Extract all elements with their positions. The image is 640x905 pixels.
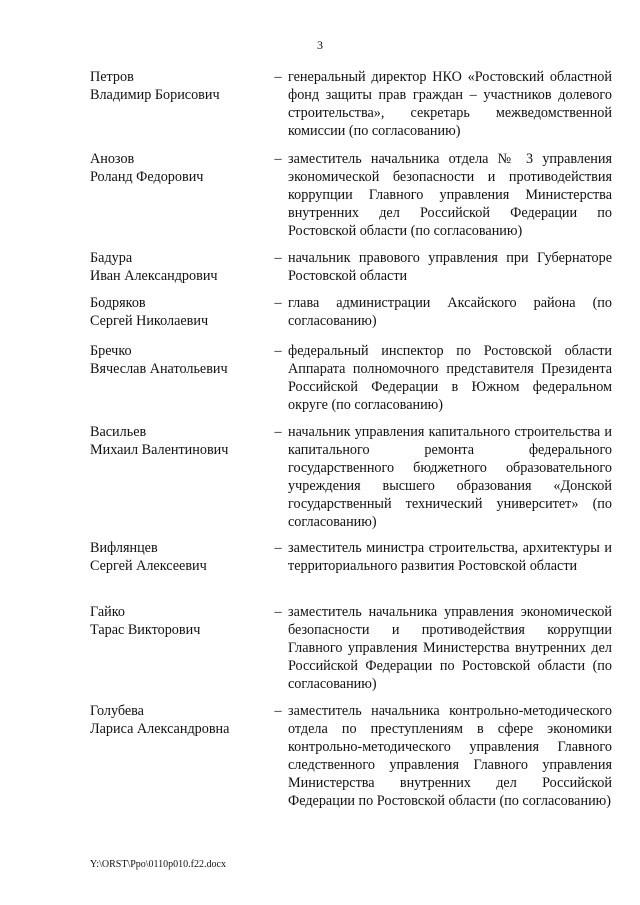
member-entry-anozov <box>90 150 612 240</box>
member-role: федеральный инспектор по Ростовской области Аппарата полномочного представителя Президента Российской Федерации в Южном федеральном округе (по согласованию) <box>288 343 612 413</box>
member-role: начальник правового управления при Губернаторе Ростовской области <box>288 250 612 284</box>
member-role: начальник управления капитального строительства и капитального ремонта федерального государственного бюджетного образовательного учреждения высшего образования «Донской государственный технический университет» (по согласованию) <box>288 424 612 530</box>
member-given-names: Сергей Алексеевич <box>90 558 207 574</box>
member-role: заместитель начальника отдела № 3 управления экономической безопасности и противодействия коррупции Главного управления Министерства внутренних дел Российской Федерации по Ростовской области (по согласованию) <box>288 151 612 239</box>
member-role: заместитель начальника управления экономической безопасности и противодействия коррупции Главного управления Министерства внутренних дел Российской Федерации по Ростовской области (по согласованию) <box>288 604 612 692</box>
member-entry-petrov <box>90 68 612 140</box>
member-given-names: Лариса Александровна <box>90 721 230 737</box>
member-name <box>90 423 270 459</box>
member-name <box>90 150 270 186</box>
member-name <box>90 342 270 378</box>
member-name <box>90 68 270 104</box>
member-surname: Голубева <box>90 703 144 719</box>
dash-separator: – <box>274 250 282 266</box>
member-surname: Бречко <box>90 343 132 359</box>
member-name <box>90 249 270 285</box>
member-entry-brechko <box>90 342 612 414</box>
member-entry-vasilyev <box>90 423 612 531</box>
member-name <box>90 539 270 575</box>
dash-separator: – <box>274 424 282 440</box>
member-surname: Бодряков <box>90 295 146 311</box>
member-surname: Вифлянцев <box>90 540 158 556</box>
member-given-names: Иван Александрович <box>90 268 218 284</box>
member-entry-bodryakov <box>90 294 612 330</box>
member-given-names: Владимир Борисович <box>90 87 220 103</box>
member-entry-viflyantsev <box>90 539 612 575</box>
member-name <box>90 294 270 330</box>
member-given-names: Михаил Валентинович <box>90 442 229 458</box>
dash-separator: – <box>274 151 282 167</box>
dash-separator: – <box>274 604 282 620</box>
member-given-names: Роланд Федорович <box>90 169 204 185</box>
member-role: генеральный директор НКО «Ростовский областной фонд защиты прав граждан – участников долевого строительства», секретарь межведомственной комиссии (по согласованию) <box>288 69 612 139</box>
member-entry-gayko <box>90 603 612 693</box>
dash-separator: – <box>274 703 282 719</box>
member-role: заместитель министра строительства, архитектуры и территориального развития Ростовской области <box>288 540 612 574</box>
member-given-names: Сергей Николаевич <box>90 313 209 329</box>
member-role: заместитель начальника контрольно-методического отдела по преступлениям в сфере экономики контрольно-методического управления Главного следственного управления Главного управления Министерства внутренних дел Российской Федерации по Ростовской области (по согласованию) <box>288 703 612 809</box>
page-number: 3 <box>317 38 323 52</box>
dash-separator: – <box>274 69 282 85</box>
member-given-names: Тарас Викторович <box>90 622 201 638</box>
member-surname: Анозов <box>90 151 135 167</box>
member-surname: Гайко <box>90 604 126 620</box>
dash-separator: – <box>274 295 282 311</box>
member-entry-golubeva <box>90 702 612 810</box>
member-name <box>90 702 270 738</box>
member-surname: Бадура <box>90 250 133 266</box>
member-given-names: Вячеслав Анатольевич <box>90 361 228 377</box>
member-role: глава администрации Аксайского района (по согласованию) <box>288 295 612 329</box>
dash-separator: – <box>274 540 282 556</box>
member-name <box>90 603 270 639</box>
member-surname: Васильев <box>90 424 147 440</box>
document-file-path: Y:\ORST\Ppo\0110p010.f22.docx <box>90 859 226 870</box>
member-entry-badura <box>90 249 612 285</box>
member-surname: Петров <box>90 69 134 85</box>
dash-separator: – <box>274 343 282 359</box>
